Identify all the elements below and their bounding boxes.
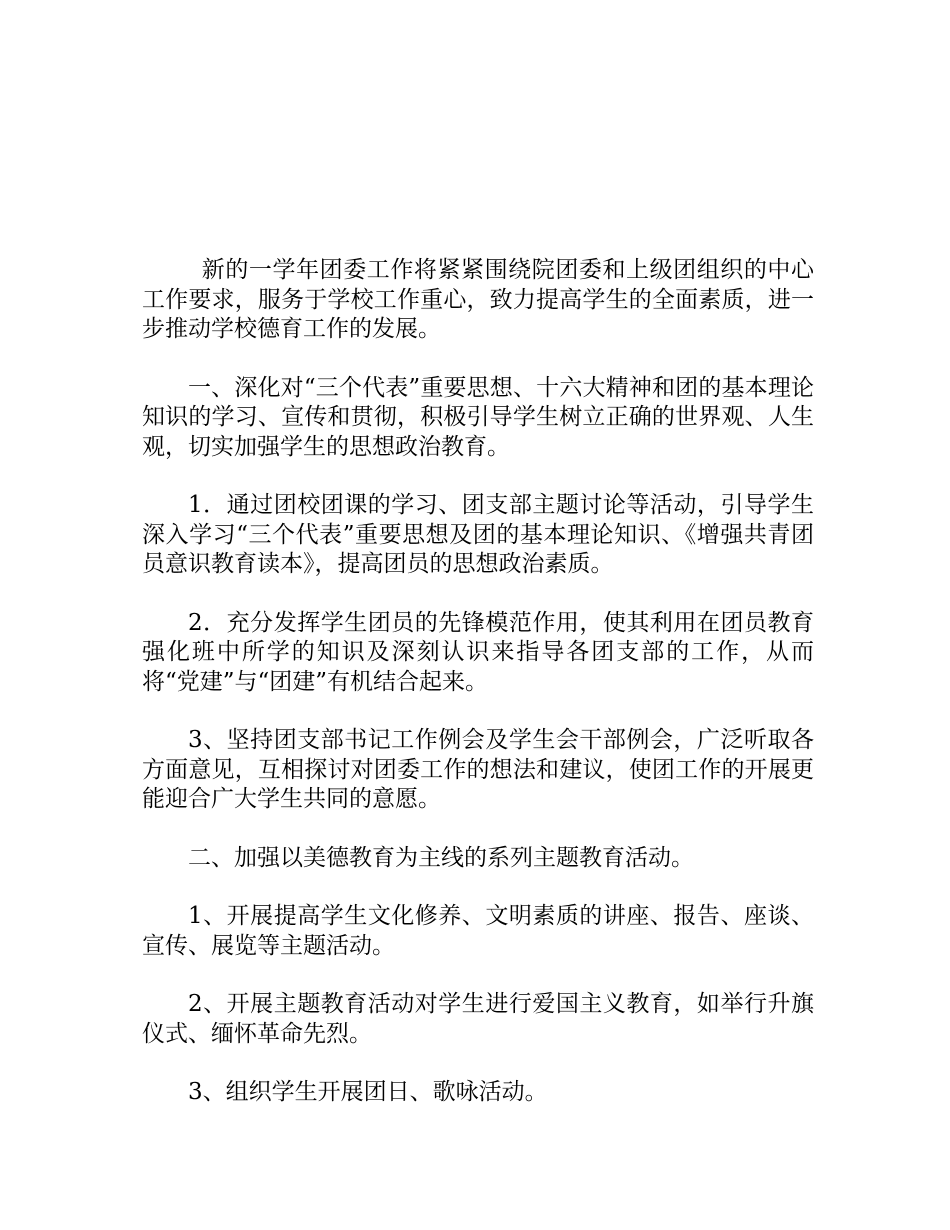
paragraph-item-1-1: 1．通过团校团课的学习、团支部主题讨论等活动，引导学生深入学习“三个代表”重要思想及团的基本理论知识、《增强共青团员意识教育读本》，提高团员的思想政治素质。 — [142, 492, 814, 577]
paragraph-item-1-2: 2．充分发挥学生团员的先锋模范作用，使其利用在团员教育强化班中所学的知识及深刻认识来指导各团支部的工作，从而将“党建”与“团建”有机结合起来。 — [142, 609, 814, 695]
paragraph-item-1-3: 3、坚持团支部书记工作例会及学生会干部例会，广泛听取各方面意见，互相探讨对团委工作的想法和建议，使团工作的开展更能迎合广大学生共同的意愿。 — [142, 727, 814, 812]
paragraph-item-2-2: 2、开展主题教育活动对学生进行爱国主义教育，如举行升旗仪式、缅怀革命先烈。 — [142, 991, 814, 1047]
paragraph-section-1-heading: 一、深化对“三个代表”重要思想、十六大精神和团的基本理论知识的学习、宣传和贯彻，积极引导学生树立正确的世界观、人生观，切实加强学生的思想政治教育。 — [142, 374, 814, 460]
paragraph-item-2-1: 1、开展提高学生文化修养、文明素质的讲座、报告、座谈、宣传、展览等主题活动。 — [142, 903, 814, 959]
paragraph-section-2-heading: 二、加强以美德教育为主线的系列主题教育活动。 — [188, 844, 694, 871]
paragraph-item-2-3: 3、组织学生开展团日、歌咏活动。 — [188, 1079, 548, 1105]
paragraph-intro: 新的一学年团委工作将紧紧围绕院团委和上级团组织的中心工作要求，服务于学校工作重心，致力提高学生的全面素质，进一步推动学校德育工作的发展。 — [142, 257, 814, 342]
document-body — [142, 256, 814, 1137]
